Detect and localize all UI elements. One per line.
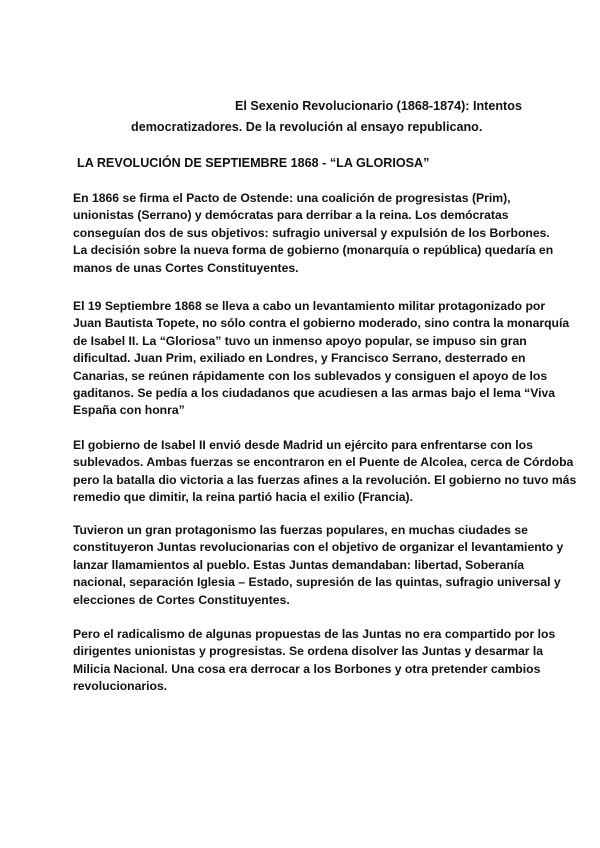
paragraph-line: Milicia Nacional. Una cosa era derrocar a los Borbones y otra pretender cambios (73, 661, 541, 676)
paragraph-radicalismo (73, 626, 556, 696)
paragraph-line: conseguían dos de sus objetivos: sufragio universal y expulsión de los Borbones. (73, 225, 550, 240)
paragraph-line: dificultad. Juan Prim, exiliado en Londres, y Francisco Serrano, desterrado en (73, 351, 526, 366)
paragraph-line: de Isabel II. La “Gloriosa” tuvo un inmenso apoyo popular, se impuso sin gran (73, 333, 527, 348)
paragraph-line: elecciones de Cortes Constituyentes. (73, 592, 290, 607)
paragraph-line: En 1866 se firma el Pacto de Ostende: una coalición de progresistas (Prim), (73, 191, 511, 205)
paragraph-line: nacional, separación Iglesia – Estado, supresión de las quintas, sufragio universal y (73, 575, 561, 590)
section-heading: LA REVOLUCIÓN DE SEPTIEMBRE 1868 - “LA GLORIOSA” (77, 156, 430, 170)
title-line-2: democratizadores. De la revolución al ensayo republicano. (131, 120, 483, 134)
paragraph-line: unionistas (Serrano) y demócratas para derribar a la reina. Los demócratas (73, 208, 509, 223)
paragraph-juntas (73, 522, 564, 609)
paragraph-line: lanzar llamamientos al pueblo. Estas Juntas demandaban: libertad, Soberanía (73, 557, 525, 572)
paragraph-line: El gobierno de Isabel II envió desde Madrid un ejército para enfrentarse con los (73, 438, 533, 452)
paragraph-line: gaditanos. Se pedía a los ciudadanos que acudiesen a las armas bajo el lema “Viva (73, 386, 556, 401)
paragraph-line: El 19 Septiembre 1868 se lleva a cabo un levantamiento militar protagonizado por (73, 299, 546, 313)
document-title (0, 98, 600, 136)
title-line-1: El Sexenio Revolucionario (1868-1874): Intentos (235, 99, 522, 113)
paragraph-line: constituyeron Juntas revolucionarias con el objetivo de organizar el levantamiento y (73, 540, 564, 555)
paragraph-alcolea (73, 437, 577, 507)
paragraph-line: Canarias, se reúnen rápidamente con los sublevados y consiguen el apoyo de los (73, 368, 548, 383)
paragraph-line: La decisión sobre la nueva forma de gobierno (monarquía o república) quedaría en (73, 243, 554, 258)
paragraph-line: manos de unas Cortes Constituyentes. (73, 260, 299, 275)
paragraph-levantamiento (73, 298, 570, 420)
paragraph-line: sublevados. Ambas fuerzas se encontraron en el Puente de Alcolea, cerca de Córdoba (73, 455, 574, 470)
paragraph-line: Pero el radicalismo de algunas propuestas de las Juntas no era compartido por los (73, 627, 556, 641)
paragraph-line: pero la batalla dio victoria a las fuerzas afines a la revolución. El gobierno no tuvo más (73, 472, 577, 487)
paragraph-pacto-de-ostende (73, 190, 554, 277)
paragraph-line: Tuvieron un gran protagonismo las fuerzas populares, en muchas ciudades se (73, 523, 528, 537)
paragraph-line: revolucionarios. (73, 679, 168, 694)
paragraph-line: España con honra” (73, 403, 185, 418)
paragraph-line: dirigentes unionistas y progresistas. Se ordena disolver las Juntas y desarmar la (73, 644, 544, 659)
paragraph-line: Juan Bautista Topete, no sólo contra el gobierno moderado, sino contra la monarquía (73, 316, 570, 331)
paragraph-line: remedio que dimitir, la reina partió hacia el exilio (Francia). (73, 490, 413, 505)
